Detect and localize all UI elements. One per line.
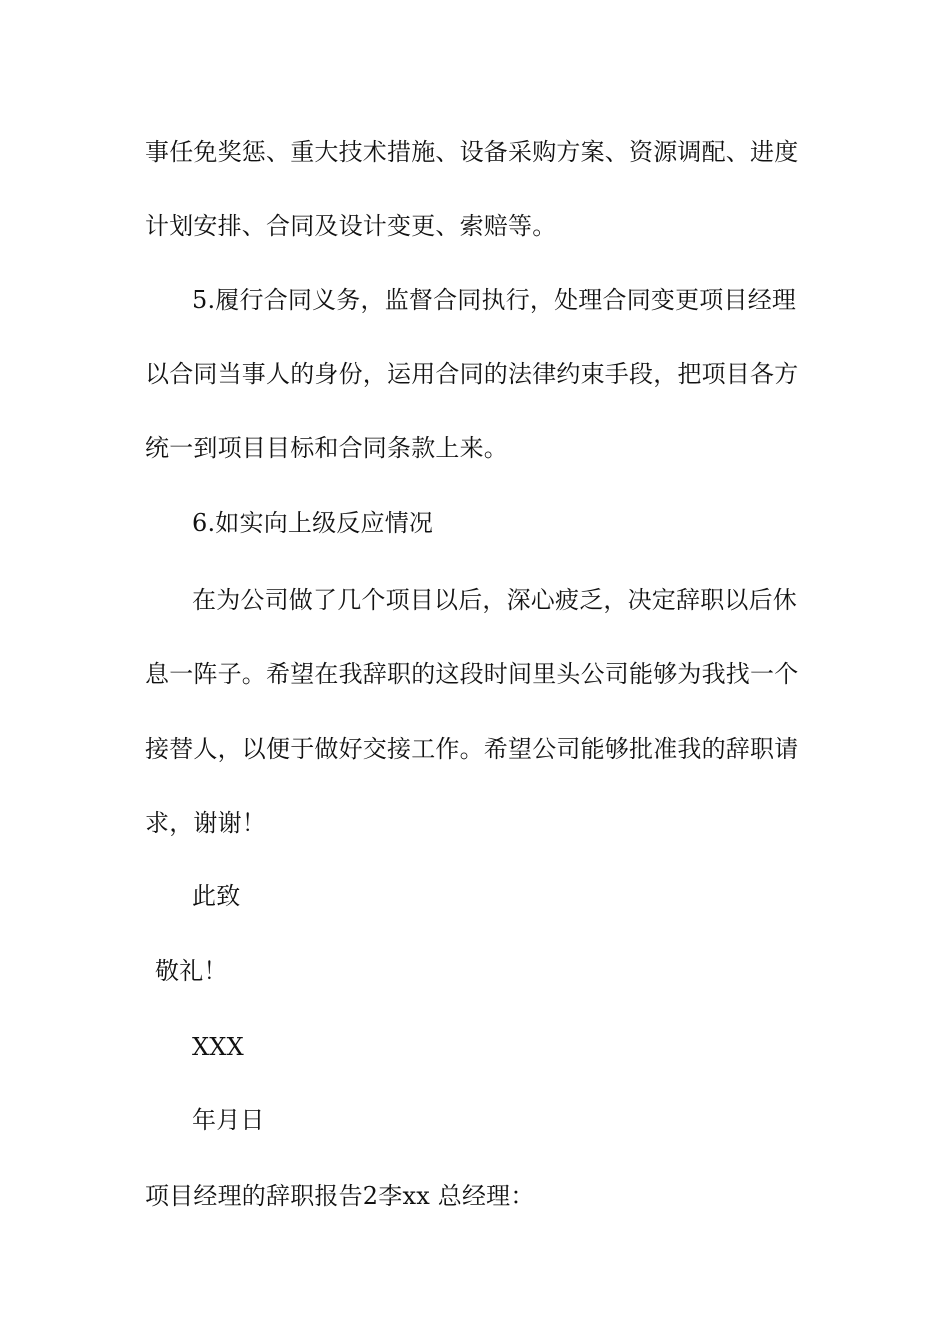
body-text-line: 求，谢谢！ <box>145 809 266 837</box>
paragraph-start: 在为公司做了几个项目以后，深心疲乏，决定辞职以后休 <box>192 586 797 614</box>
list-item-5: 5.履行合同义务，监督合同执行，处理合同变更项目经理 <box>192 286 797 314</box>
signature-date: 年月日 <box>192 1106 265 1134</box>
body-text-line: 统一到项目目标和合同条款上来。 <box>145 434 508 462</box>
closing-regards: 敬礼！ <box>155 957 228 985</box>
list-item-6: 6.如实向上级反应情况 <box>192 509 434 537</box>
body-text-line: 接替人，以便于做好交接工作。希望公司能够批准我的辞职请 <box>145 735 799 763</box>
section-heading: 项目经理的辞职报告2李xx 总经理： <box>145 1182 535 1210</box>
body-text-line: 事任免奖惩、重大技术措施、设备采购方案、资源调配、进度 <box>145 138 799 166</box>
body-text-line: 息一阵子。希望在我辞职的这段时间里头公司能够为我找一个 <box>145 660 799 688</box>
body-text-line: 以合同当事人的身份，运用合同的法律约束手段，把项目各方 <box>145 360 799 388</box>
body-text-line: 计划安排、合同及设计变更、索赔等。 <box>145 212 557 240</box>
closing-salutation: 此致 <box>192 882 241 910</box>
signature-name: XXX <box>192 1033 244 1061</box>
